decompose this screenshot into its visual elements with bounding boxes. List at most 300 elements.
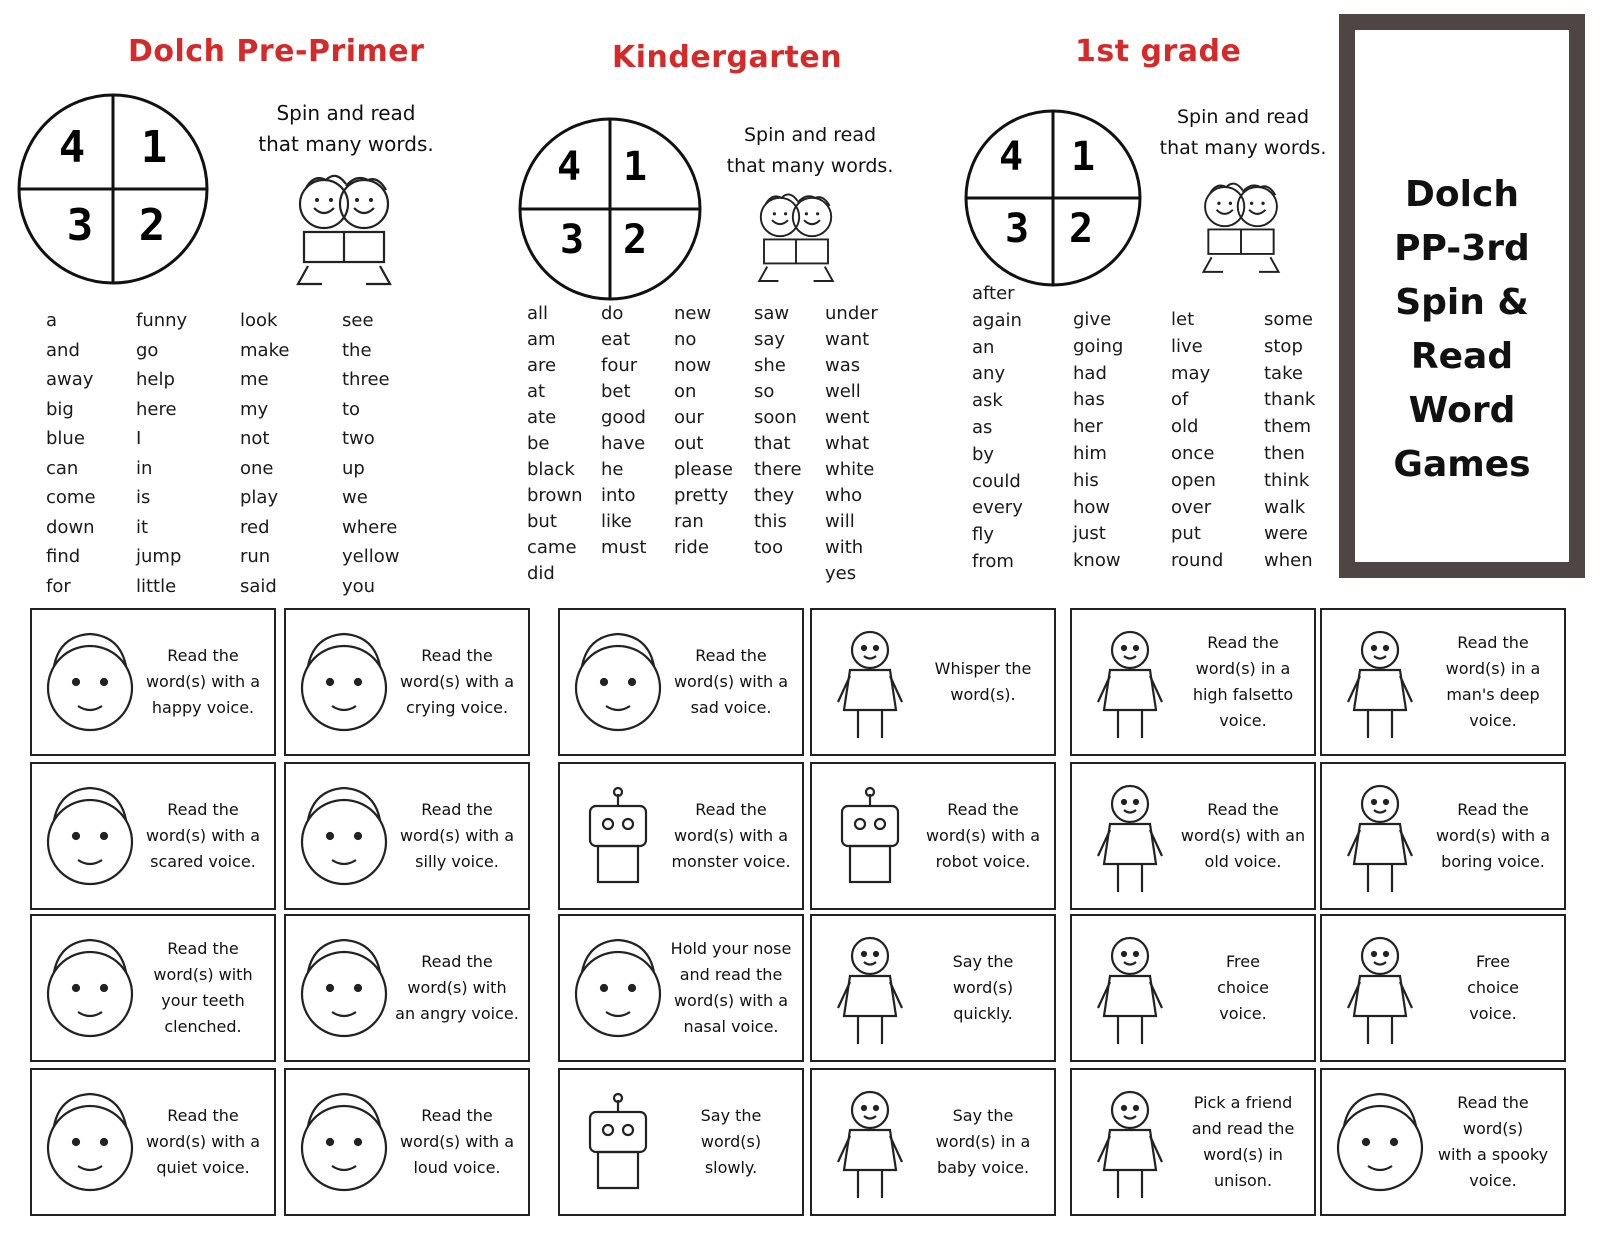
sight-word: some (1264, 309, 1313, 330)
sight-word: not (240, 428, 270, 449)
spinner-kindergarten (517, 116, 703, 302)
card-line: Free (1226, 952, 1260, 971)
two-kids-reading-icon (284, 168, 404, 290)
sight-word: every (972, 497, 1023, 519)
sight-word: just (1073, 523, 1106, 545)
card-line: sad voice. (690, 698, 772, 717)
sight-word: please (674, 459, 733, 480)
card-line: monster voice. (671, 852, 791, 871)
sight-word: are (527, 355, 557, 376)
sight-word: has (1073, 389, 1105, 411)
girl-reading-icon (1330, 932, 1430, 1048)
sight-word: our (674, 407, 704, 428)
sight-word: do (601, 303, 624, 324)
card-line: Say the (700, 1106, 762, 1125)
card-line: word(s) with a (145, 672, 261, 691)
boy-reading-icon (1080, 932, 1180, 1048)
card-line: scared voice. (150, 852, 256, 871)
card-line: word(s) (1462, 1119, 1524, 1138)
boy-standing-icon (1330, 626, 1430, 742)
sight-word: have (601, 433, 646, 454)
voice-card (810, 608, 1056, 756)
robot-icon (820, 780, 920, 896)
sight-word: red (240, 516, 270, 538)
voice-card (558, 1068, 804, 1216)
running-boy-icon (820, 932, 920, 1048)
title-text: Dolch PP-3rd Spin & Read Word Games (1393, 174, 1531, 485)
card-line: word(s) with a (145, 1132, 261, 1151)
sight-word: after (972, 283, 1015, 304)
two-kids-reading-icon (1192, 172, 1290, 282)
sight-word: old (1171, 416, 1199, 438)
card-line: voice. (1219, 711, 1267, 730)
sight-word: an (972, 336, 995, 358)
sight-word: went (825, 407, 870, 428)
spinner-number: 3 (1004, 206, 1030, 252)
girl-standing-icon (1080, 626, 1180, 742)
sight-word: was (825, 355, 861, 376)
silly-face-icon (294, 780, 394, 896)
spinner-first-grade (963, 108, 1143, 288)
sight-word: round (1171, 550, 1224, 572)
heading-kindergarten: Kindergarten (612, 40, 843, 75)
two-kids-reading-icon (748, 184, 844, 290)
sight-word: down (46, 516, 95, 538)
card-line: Read the (421, 952, 493, 971)
card-instruction (392, 797, 522, 875)
card-instruction (392, 643, 522, 721)
card-line: clenched. (164, 1017, 242, 1036)
sight-word: when (1264, 550, 1313, 572)
sight-word: little (136, 575, 177, 597)
card-instruction (1428, 630, 1558, 734)
card-line: happy voice. (151, 698, 255, 717)
card-line: voice. (1219, 1004, 1267, 1023)
sight-word: were (1264, 523, 1308, 545)
sight-word: am (527, 329, 556, 350)
sight-word: see (342, 310, 374, 331)
card-line: silly voice. (415, 852, 499, 871)
sight-word: on (674, 381, 697, 402)
big-nose-icon (568, 932, 668, 1048)
voice-card (284, 762, 530, 910)
sight-word: will (825, 511, 855, 532)
sight-word: as (972, 417, 993, 438)
card-line: word(s) in a (1445, 659, 1541, 678)
sight-word: here (136, 398, 177, 420)
card-line: Read the (1457, 633, 1529, 652)
card-instruction (1178, 797, 1308, 875)
card-line: word(s) with a (145, 826, 261, 845)
card-line: Hold your nose (670, 939, 792, 958)
sight-word: this (754, 511, 787, 532)
sight-word: soon (754, 407, 797, 428)
voice-card (30, 762, 276, 910)
turtle-icon (568, 1086, 668, 1202)
card-line: word(s) with a (399, 1132, 515, 1151)
sight-word: yes (825, 563, 857, 584)
sight-word: out (674, 433, 704, 454)
card-line: word(s) with a (399, 672, 515, 691)
two-kids-reading-icon (1080, 1086, 1180, 1202)
card-instruction (918, 1103, 1048, 1181)
card-line: loud voice. (413, 1158, 501, 1177)
sight-word: black (527, 459, 575, 480)
sight-word: in (136, 457, 153, 479)
sight-word: give (1073, 309, 1112, 330)
sight-word: over (1171, 496, 1212, 518)
quiet-face-icon (40, 1086, 140, 1202)
sight-word: it (136, 516, 149, 538)
card-line: your teeth (161, 991, 245, 1010)
crying-face-icon (294, 626, 394, 742)
card-line: an angry voice. (395, 1004, 519, 1023)
spinner-pre-primer (16, 92, 210, 286)
spinner-number: 4 (556, 144, 582, 190)
card-line: Whisper the (934, 659, 1032, 678)
sight-word: eat (601, 329, 631, 350)
voice-card (810, 1068, 1056, 1216)
voice-card (558, 762, 804, 910)
card-line: Read the (421, 800, 493, 819)
card-line: Say the (952, 952, 1014, 971)
card-instruction (918, 656, 1048, 708)
spinner-number: 1 (622, 144, 648, 190)
card-line: word(s). (950, 685, 1016, 704)
card-instruction (666, 797, 796, 875)
sight-word: walk (1264, 496, 1306, 518)
sight-word: her (1073, 416, 1103, 438)
card-line: with a spooky (1437, 1145, 1549, 1164)
sight-word: let (1171, 309, 1195, 330)
card-instruction (138, 643, 268, 721)
sight-word: all (527, 303, 549, 324)
card-line: voice. (1469, 1171, 1517, 1190)
sight-word: help (136, 369, 175, 390)
sight-word: find (46, 546, 81, 567)
voice-card (810, 762, 1056, 910)
sight-word: ran (674, 511, 704, 532)
spinner-number: 1 (1070, 134, 1096, 180)
voice-card (1320, 762, 1566, 910)
sight-word: come (46, 487, 96, 508)
sight-word: can (46, 457, 79, 479)
card-line: word(s) with a (399, 826, 515, 845)
sight-word: where (342, 516, 398, 538)
card-line: Read the (167, 1106, 239, 1125)
sight-word: any (972, 363, 1006, 385)
card-line: Read the (1457, 1093, 1529, 1112)
sight-word: had (1073, 362, 1107, 384)
sight-word: you (342, 575, 376, 597)
sight-word: run (240, 546, 271, 567)
card-line: man's deep (1446, 685, 1540, 704)
card-line: word(s) in a (935, 1132, 1031, 1151)
grinning-face-icon (40, 932, 140, 1048)
sight-word: of (1171, 389, 1189, 411)
spinner-number: 1 (140, 122, 168, 173)
whispering-girl-icon (820, 626, 920, 742)
sight-word: pretty (674, 485, 729, 506)
sight-word: how (1073, 496, 1111, 518)
card-instruction (666, 936, 796, 1040)
sight-word: once (1171, 443, 1215, 464)
sight-word: could (972, 470, 1021, 492)
sight-word: ask (972, 390, 1003, 412)
card-instruction (392, 949, 522, 1027)
sight-word: live (1171, 335, 1203, 357)
title-box (1339, 14, 1585, 578)
card-instruction (1178, 949, 1308, 1027)
card-line: word(s) in (1203, 1145, 1283, 1164)
card-instruction (1428, 949, 1558, 1027)
spin-instructions: Spin and read that many words. (258, 101, 434, 156)
sight-word: she (754, 355, 786, 376)
card-instruction (1178, 1090, 1308, 1194)
card-line: word(s) with an (1180, 826, 1306, 845)
sight-word: at (527, 381, 546, 402)
card-instruction (138, 797, 268, 875)
sight-word: did (527, 563, 555, 584)
sight-word: say (754, 329, 786, 350)
card-line: quickly. (953, 1004, 1013, 1023)
sight-word: away (46, 369, 94, 390)
card-line: old voice. (1204, 852, 1282, 871)
card-instruction (918, 797, 1048, 875)
sight-word: he (601, 459, 624, 480)
card-line: word(s) with a (673, 672, 789, 691)
card-line: Read the (1207, 800, 1279, 819)
sight-word: make (240, 339, 290, 361)
sight-word: ride (674, 537, 709, 558)
sight-word: into (601, 485, 636, 506)
voice-card (558, 914, 804, 1062)
voice-card (284, 914, 530, 1062)
sight-word: to (342, 398, 361, 420)
card-instruction (666, 643, 796, 721)
sight-word: like (601, 511, 632, 532)
sight-word: by (972, 443, 995, 465)
card-line: word(s) (700, 1132, 762, 1151)
card-line: word(s) (952, 978, 1014, 997)
sight-word: his (1073, 469, 1099, 491)
card-line: word(s) with (153, 965, 253, 984)
card-line: Read the (167, 939, 239, 958)
sight-word: thank (1264, 389, 1316, 411)
grandma-icon (1080, 780, 1180, 896)
card-line: word(s) with (407, 978, 507, 997)
sight-word: open (1171, 469, 1216, 491)
sight-word: and (46, 339, 80, 361)
spinner-number: 3 (559, 217, 585, 263)
sight-word: one (240, 457, 274, 479)
card-line: high falsetto (1192, 685, 1294, 704)
card-line: word(s) with a (673, 991, 789, 1010)
sight-word: for (46, 575, 71, 597)
sad-girl-face-icon (568, 626, 668, 742)
card-line: baby voice. (936, 1158, 1030, 1177)
sight-word: think (1264, 469, 1310, 491)
voice-card (1070, 914, 1316, 1062)
spinner-number: 2 (1068, 206, 1094, 252)
heading-pre-primer: Dolch Pre-Primer (128, 34, 425, 69)
heading-first-grade: 1st grade (1075, 34, 1242, 69)
card-line: voice. (1469, 1004, 1517, 1023)
card-line: word(s) with a (1435, 826, 1551, 845)
voice-card (1070, 762, 1316, 910)
sight-word: must (601, 537, 647, 558)
sight-word: put (1171, 523, 1201, 545)
card-line: unison. (1213, 1171, 1273, 1190)
sight-word: brown (527, 485, 583, 506)
voice-card (1320, 608, 1566, 756)
card-line: Pick a friend (1193, 1093, 1293, 1112)
sight-word: a (46, 310, 58, 331)
sight-word: came (527, 537, 577, 558)
card-line: word(s) in a (1195, 659, 1291, 678)
card-instruction (392, 1103, 522, 1181)
sight-word: so (754, 381, 775, 402)
card-line: slowly. (704, 1158, 758, 1177)
sight-word: him (1073, 443, 1107, 464)
spinner-number: 2 (138, 200, 166, 251)
sight-word: big (46, 398, 74, 420)
voice-card (810, 914, 1056, 1062)
spin-instructions: Spin and read that many words. (726, 124, 894, 177)
sight-word: under (825, 303, 878, 324)
sight-word: good (601, 407, 646, 428)
card-instruction (138, 1103, 268, 1181)
card-line: voice. (1469, 711, 1517, 730)
card-line: quiet voice. (156, 1158, 250, 1177)
sight-word: ate (527, 407, 557, 428)
sight-word: said (240, 575, 277, 597)
sight-word: stop (1264, 335, 1303, 357)
card-line: Read the (695, 800, 767, 819)
card-line: Read the (421, 1106, 493, 1125)
sight-word: again (972, 309, 1022, 331)
sight-word: them (1264, 416, 1312, 438)
sight-word: funny (136, 310, 188, 331)
sight-word: that (754, 433, 791, 454)
sight-word: saw (754, 303, 790, 324)
card-line: word(s) with a (673, 826, 789, 845)
voice-card (1320, 1068, 1566, 1216)
sight-word: look (240, 310, 278, 331)
sight-word: they (754, 485, 795, 506)
sight-word: yellow (342, 546, 400, 567)
sight-word: me (240, 369, 269, 390)
sight-word: going (1073, 335, 1124, 357)
sight-word: we (342, 487, 368, 508)
sight-word: know (1073, 550, 1121, 572)
sight-word: take (1264, 362, 1303, 384)
card-line: and read the (679, 965, 783, 984)
card-line: and read the (1191, 1119, 1295, 1138)
spinner-number: 4 (58, 122, 86, 173)
sight-word: but (527, 511, 557, 532)
voice-card (30, 608, 276, 756)
card-line: nasal voice. (683, 1017, 779, 1036)
card-instruction (918, 949, 1048, 1027)
ghost-icon (1330, 1086, 1430, 1202)
sight-word: my (240, 398, 269, 420)
sight-word: play (240, 487, 279, 508)
card-line: Read the (1457, 800, 1529, 819)
card-line: Read the (167, 800, 239, 819)
voice-card (1320, 914, 1566, 1062)
sight-word: fly (972, 524, 994, 546)
bored-boy-icon (1330, 780, 1430, 896)
spinner-number: 2 (622, 217, 648, 263)
voice-card (558, 608, 804, 756)
card-instruction (1428, 797, 1558, 875)
card-instruction (138, 936, 268, 1040)
card-line: choice (1467, 978, 1519, 997)
sight-word: then (1264, 443, 1305, 464)
angry-face-icon (294, 932, 394, 1048)
card-line: crying voice. (405, 698, 509, 717)
spinner-number: 3 (66, 200, 94, 251)
sight-word: up (342, 457, 365, 479)
baby-icon (820, 1086, 920, 1202)
loud-face-icon (294, 1086, 394, 1202)
spin-instructions: Spin and read that many words. (1159, 106, 1327, 159)
sight-word: who (825, 485, 863, 506)
sight-word: want (825, 329, 870, 350)
card-line: Read the (695, 646, 767, 665)
sight-word: there (754, 459, 802, 480)
voice-card (284, 1068, 530, 1216)
scared-face-icon (40, 780, 140, 896)
sight-word: well (825, 381, 861, 402)
card-line: robot voice. (935, 852, 1031, 871)
monster-icon (568, 780, 668, 896)
happy-girl-face-icon (40, 626, 140, 742)
sight-word: three (342, 369, 390, 390)
sight-word: too (754, 537, 784, 558)
sight-word: may (1171, 362, 1211, 384)
sight-word: four (601, 355, 638, 376)
card-line: choice (1217, 978, 1269, 997)
sight-word: the (342, 339, 372, 361)
sight-word: bet (601, 381, 631, 402)
card-instruction (1178, 630, 1308, 734)
voice-card (1070, 1068, 1316, 1216)
voice-card (30, 914, 276, 1062)
sight-word: two (342, 428, 375, 449)
sight-word: new (674, 303, 712, 324)
spinner-number: 4 (998, 134, 1024, 180)
card-line: Read the (167, 646, 239, 665)
sight-word: is (136, 487, 151, 508)
sight-word: now (674, 355, 712, 376)
sight-word: white (825, 459, 875, 480)
card-line: boring voice. (1441, 852, 1545, 871)
card-line: Free (1476, 952, 1510, 971)
sight-word: what (825, 433, 870, 454)
card-line: Read the (421, 646, 493, 665)
voice-card (1070, 608, 1316, 756)
sight-word: with (825, 537, 864, 558)
card-line: word(s) with a (925, 826, 1041, 845)
voice-card (284, 608, 530, 756)
card-instruction (1428, 1090, 1558, 1194)
card-line: Read the (1207, 633, 1279, 652)
card-instruction (666, 1103, 796, 1181)
voice-card (30, 1068, 276, 1216)
sight-word: I (136, 428, 142, 449)
